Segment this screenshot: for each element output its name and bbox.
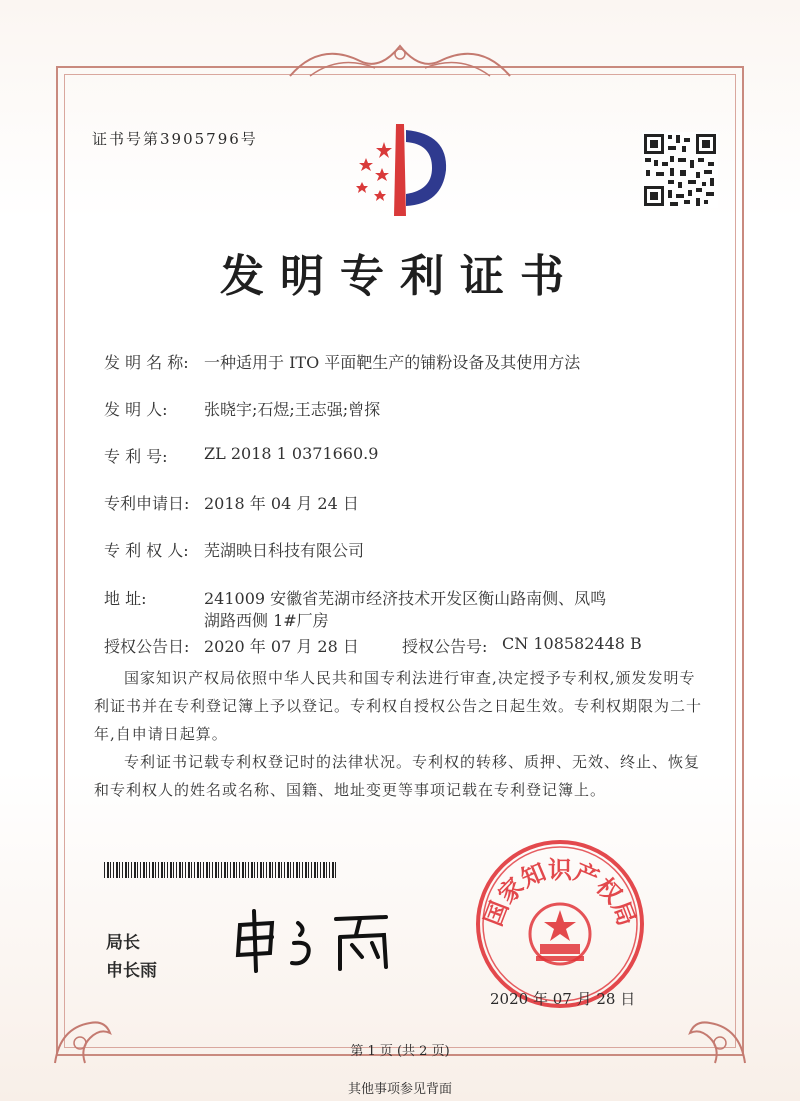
- top-ornament-icon: [280, 36, 520, 86]
- certificate-number: 证书号第3905796号: [92, 130, 258, 148]
- address-line-1: 241009 安徽省芜湖市经济技术开发区衡山路南侧、凤鸣: [204, 589, 607, 608]
- address-line-2: 湖路西侧 1#厂房: [204, 611, 329, 630]
- signature-icon: [228, 905, 418, 975]
- filing-date-label: 专利申请日:: [104, 494, 190, 513]
- certificate-title: 发明专利证书: [220, 251, 580, 302]
- corner-ornament-icon: [50, 1008, 120, 1068]
- seal-text: 国家知识产权局: [479, 856, 641, 930]
- inventors-label: 发 明 人:: [104, 400, 168, 419]
- grant-date-label: 授权公告日:: [104, 637, 190, 656]
- patentee-label: 专 利 权 人:: [104, 541, 189, 560]
- body-paragraph-2: 专利证书记载专利权登记时的法律状况。专利权的转移、质押、无效、终止、恢复和专利权人的姓名或名称、国籍、地址变更等事项记载在专利登记簿上。: [94, 753, 701, 799]
- seal-date: 2020 年 07 月 28 日: [490, 990, 636, 1008]
- invention-name-value: 一种适用于 ITO 平面靶生产的铺粉设备及其使用方法: [204, 353, 581, 372]
- grant-date-value: 2020 年 07 月 28 日: [204, 637, 359, 656]
- commissioner-title: 局长: [106, 933, 140, 953]
- grant-number-label: 授权公告号:: [402, 637, 488, 656]
- inventors-value: 张晓宇;石煜;王志强;曾探: [204, 400, 381, 419]
- corner-ornament-icon: [680, 1008, 750, 1068]
- filing-date-value: 2018 年 04 月 24 日: [204, 494, 359, 513]
- qr-code-icon: [642, 132, 718, 208]
- commissioner-name: 申长雨: [106, 961, 157, 981]
- footer-note: 其他事项参见背面: [347, 1082, 452, 1097]
- official-seal-icon: [474, 838, 646, 1010]
- barcode-icon: [104, 862, 336, 878]
- patentee-value: 芜湖映日科技有限公司: [204, 541, 365, 560]
- invention-name-label: 发 明 名 称:: [104, 353, 189, 372]
- patent-number-label: 专 利 号:: [104, 447, 168, 466]
- body-paragraph-1: 国家知识产权局依照中华人民共和国专利法进行审查,决定授予专利权,颁发发明专利证书并在专利登记簿上予以登记。专利权自授权公告之日起生效。专利权期限为二十年,自申请日起算。: [94, 669, 703, 743]
- cnipa-logo-icon: [344, 120, 454, 220]
- address-label: 地 址:: [104, 589, 147, 608]
- patent-number-value: ZL 2018 1 0371660.9: [204, 444, 379, 463]
- grant-number-value: CN 108582448 B: [502, 634, 642, 653]
- page-indicator: 第 1 页 (共 2 页): [350, 1044, 450, 1059]
